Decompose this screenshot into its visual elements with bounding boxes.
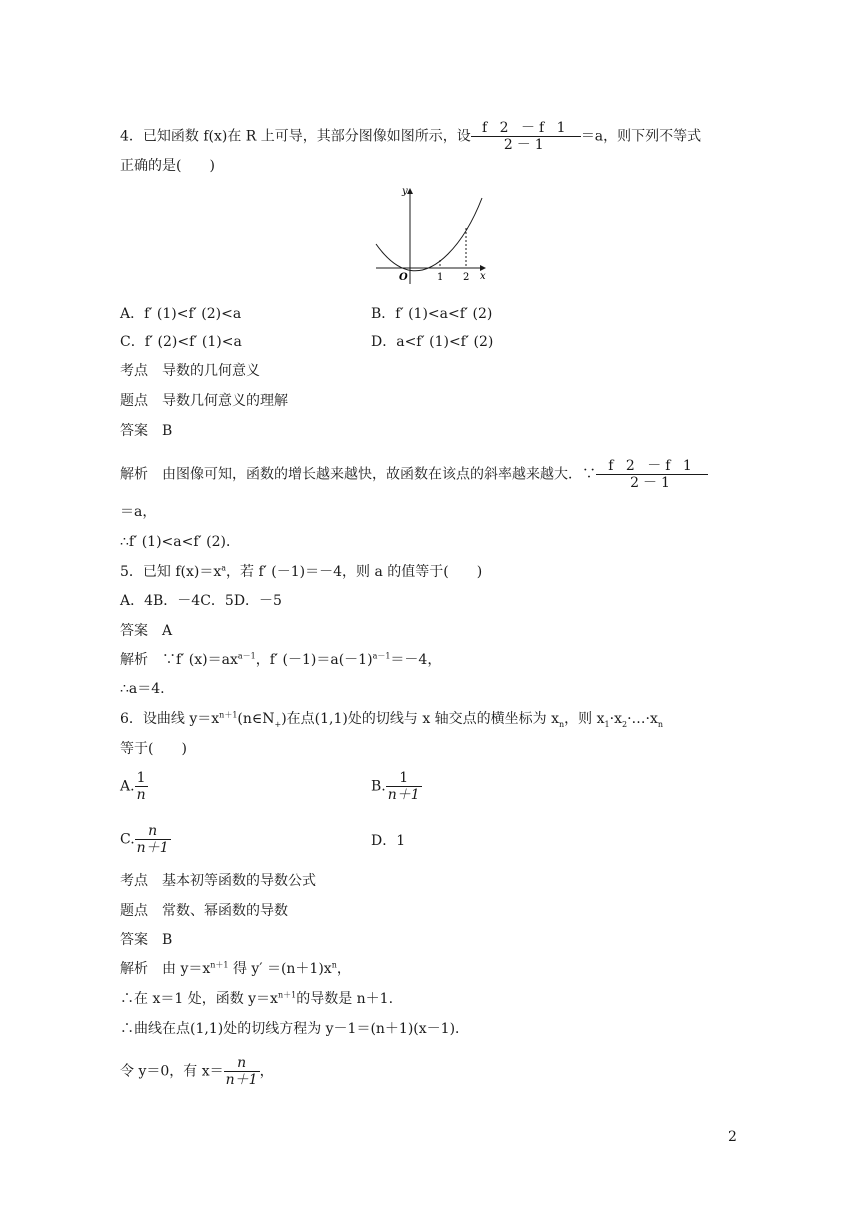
q6-stem-d: ，则 x [564,711,605,727]
page-number: 2 [728,1129,737,1145]
q6-stem-h: ·…·x [627,711,658,727]
q6-opt-b-num: 1 [386,770,422,787]
q6-stem-f: ·x [609,711,622,727]
q6-stem-g: 2 [621,719,628,729]
q6-opt-b-den: n＋1 [387,787,420,803]
q4-answer: 答案 B [120,423,173,439]
q5-stem [120,563,482,581]
q5-options: A．4B．－4C．5D．－5 [120,593,282,609]
q6-line4-frac [224,1055,260,1088]
q6-jiexi-line4 [120,1055,274,1088]
q6-stem-sub: + [274,719,282,729]
q6-jiexi-line2 [120,990,393,1008]
q6-answer: 答案 B [120,932,173,948]
q6-opt-c-frac [135,823,171,856]
q6-line2-sup: n＋1 [277,990,297,1000]
q6-kaodian: 考点 基本初等函数的导数公式 [120,873,316,889]
q6-jiexi-sup2: n [331,960,337,970]
q6-stem-sup: n＋1 [219,710,238,720]
q4-frac-den: 2－1 [503,137,548,153]
q4-stem-b: ＝a，则下列不等式 [580,128,702,145]
graph-origin-label: O [399,272,408,283]
q4-jiexi-frac-num: f 2 －f 1 [596,458,708,475]
q6-opt-c-num: n [135,823,171,840]
q6-stem-line2: 等于( ) [120,741,187,757]
q5-stem-a: 5．已知 f(x)＝x [120,564,222,580]
q4-option-a: A．f′ (1)<f′ (2)<a [120,306,242,322]
q6-option-c [120,823,171,856]
q6-stem-c: )在点(1,1)处的切线与 x 轴交点的横坐标为 x [281,711,560,727]
graph-y-label: y [402,186,408,197]
q5-jiexi-b: ，f′ (－1)＝a(－1) [255,652,373,668]
q5-answer: 答案 A [120,623,173,639]
q4-frac-num: f 2 －f 1 [471,120,581,137]
q4-option-b: B．f′ (1)<a<f′ (2) [371,306,493,322]
q6-jiexi-a: 解析 由 y＝x [120,961,211,977]
q6-stem-b: (n∈N [237,711,275,727]
graph-tick-1: 1 [437,272,444,283]
graph-y-arrow [407,188,413,194]
q6-stem-a: 6．设曲线 y＝x [120,711,220,727]
q4-jiexi-line3: ∴f′ (1)<a<f′ (2)． [120,534,240,550]
q6-opt-a-label: A. [120,778,135,795]
q6-opt-a-num: 1 [135,770,148,787]
graph-x-label: x [480,271,486,282]
q6-option-b [371,770,422,803]
q4-jiexi-line2: ＝a， [120,504,157,520]
q5-jiexi-c: ＝－4， [390,652,442,668]
q4-jiexi-a: 解析 由图像可知，函数的增长越来越快，故函数在该点的斜率越来越大．∵ [120,466,596,483]
q6-line2-b: 的导数是 n＋1. [296,991,394,1007]
q6-line4-a: 令 y＝0，有 x＝ [120,1063,224,1080]
q6-option-a [120,770,148,803]
q6-opt-c-den: n＋1 [136,840,169,856]
q4-kaodian: 考点 导数的几何意义 [120,363,260,379]
q4-jiexi-frac-den: 2－1 [630,475,674,491]
q6-stem-i: n [657,719,664,729]
q6-jiexi-line3: ∴曲线在点(1,1)处的切线方程为 y－1＝(n＋1)(x－1)． [120,1021,470,1037]
graph-tick-2: 2 [463,272,470,283]
q6-tidian: 题点 常数、幂函数的导数 [120,903,288,919]
q4-option-c: C．f′ (2)<f′ (1)<a [120,334,242,350]
q4-stem-line1 [120,120,701,153]
q4-jiexi-fraction [596,458,708,491]
q6-line4-den: n＋1 [225,1072,258,1088]
q6-line4-b: ， [259,1063,274,1080]
q6-opt-b-label: B. [371,778,386,795]
q4-stem-a: 4．已知函数 f(x)在 R 上可导，其部分图像如图所示，设 [120,128,471,145]
q5-result: ∴a＝4. [120,681,165,697]
q6-jiexi-c: ， [336,961,351,977]
q4-option-d: D．a<f′ (1)<f′ (2) [371,334,494,350]
q4-tidian: 题点 导数几何意义的理解 [120,393,288,409]
q6-stem-e: 1 [604,719,610,729]
q6-jiexi-line1 [120,960,351,978]
q6-stem-line1 [120,710,663,728]
q5-jiexi-sup1: a－1 [237,651,256,661]
q6-opt-c-label: C. [120,831,135,848]
q6-jiexi-sup: n＋1 [210,960,229,970]
q6-jiexi-b: 得 y′ ＝(n＋1)x [228,961,332,977]
q4-jiexi-line1 [120,458,708,491]
graph-curve [376,198,482,271]
q4-stem-line2: 正确的是( ) [120,158,215,174]
q5-stem-sup: a [221,563,227,573]
q6-option-d: D．1 [371,833,406,849]
q4-fraction [471,120,581,153]
q5-stem-b: ，若 f′ (－1)＝－4，则 a 的值等于( ) [226,564,483,580]
q5-jiexi [120,651,441,669]
q6-line4-num: n [224,1055,260,1072]
q6-stem-sub2: n [559,719,565,729]
q4-function-graph [368,184,494,288]
q5-jiexi-a: 解析 ∵f′ (x)＝ax [120,652,238,668]
q5-jiexi-sup2: a－1 [372,651,391,661]
q6-opt-b-frac [386,770,422,803]
q6-line2-a: ∴在 x＝1 处，函数 y＝x [120,991,278,1007]
q6-opt-a-frac [135,770,148,803]
q6-opt-a-den: n [136,787,146,803]
